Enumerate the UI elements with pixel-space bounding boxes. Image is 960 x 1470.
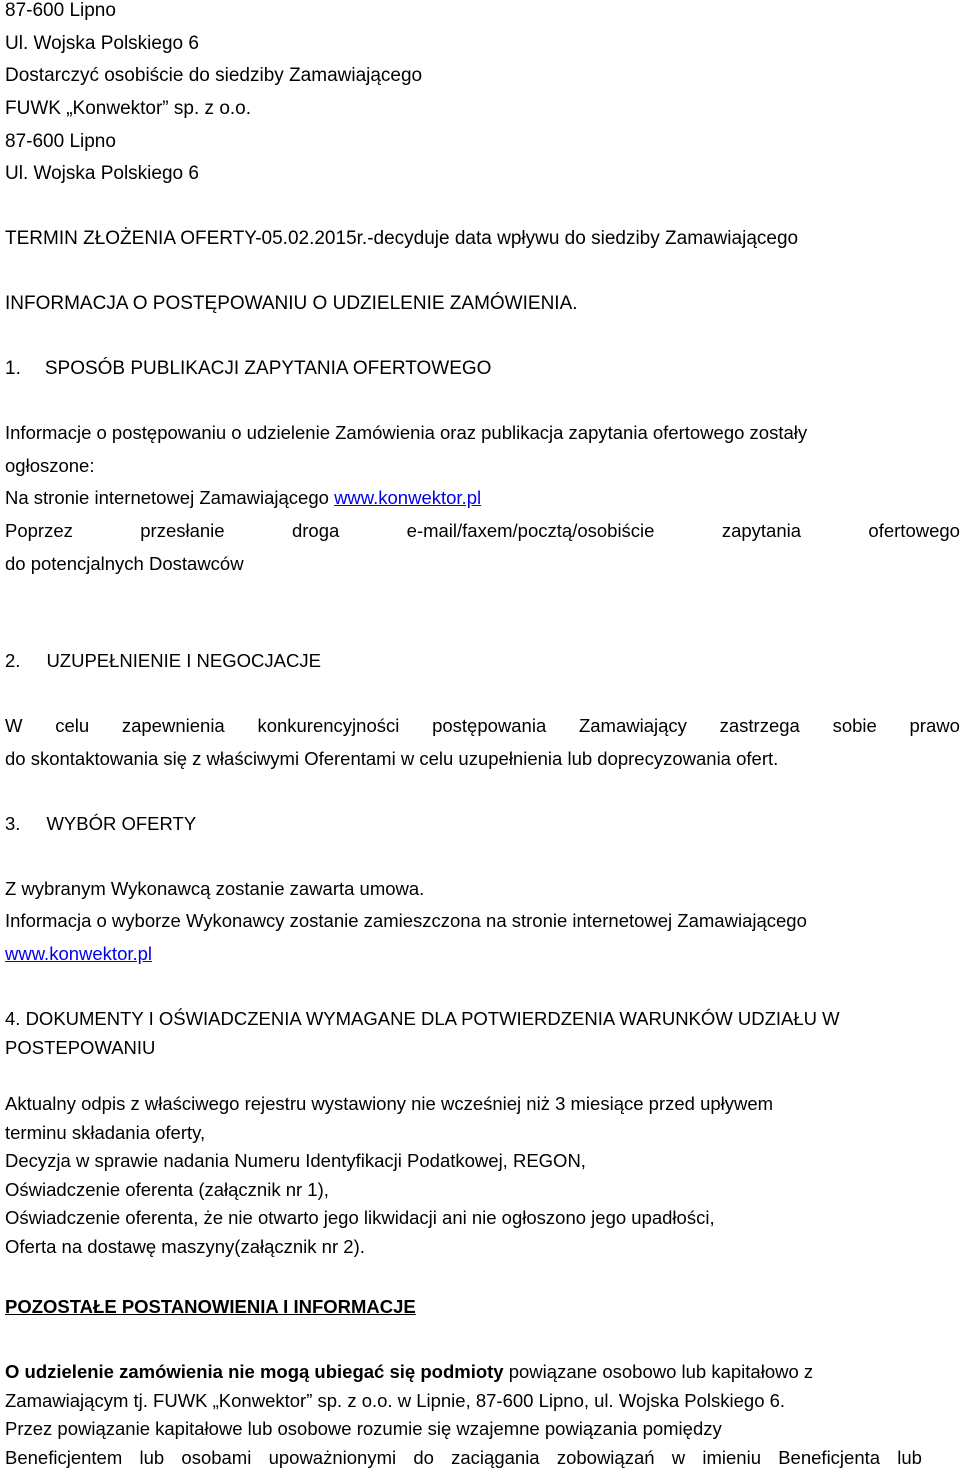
section1-title: SPOSÓB PUBLIKACJI ZAPYTANIA OFERTOWEGO (44, 358, 492, 379)
section1-web-line (5, 489, 481, 508)
section3-link-line (5, 945, 152, 964)
section2-heading (5, 652, 321, 671)
section4-item: Decyzja w sprawie nadania Numeru Identyfikacji Podatkowej, REGON, (5, 1150, 586, 1171)
word: droga (291, 520, 340, 541)
word: konkurencyjności (257, 715, 400, 736)
section4-item: Aktualny odpis z właściwego rejestru wystawiony nie wcześniej niż 3 miesiące przed upływem (5, 1093, 774, 1114)
word: Beneficjentem (5, 1447, 123, 1468)
section1-para-line1: Informacje o postępowaniu o udzielenie Zamówienia oraz publikacja zapytania ofertowego zostały (5, 422, 808, 443)
section2-line2: do skontaktowania się z właściwymi Oferentami w celu uzupełnienia lub doprecyzowania ofert. (5, 748, 779, 769)
word: sobie (832, 715, 877, 736)
word: imieniu (702, 1447, 761, 1468)
section2-number: 2. (5, 650, 21, 671)
info-heading: INFORMACJA O POSTĘPOWANIU O UDZIELENIE ZAMÓWIENIA. (5, 293, 578, 314)
section1-number: 1. (5, 358, 21, 379)
address-city: 87-600 Lipno (5, 0, 116, 21)
section4-title-line1: 4. DOKUMENTY I OŚWIADCZENIA WYMAGANE DLA POTWIERDZENIA WARUNKÓW UDZIAŁU W (5, 1008, 840, 1029)
deadline: TERMIN ZŁOŻENIA OFERTY-05.02.2015r.-decyduje data wpływu do siedziby Zamawiającego (5, 228, 799, 249)
section3-number: 3. (5, 813, 21, 834)
word: osobami (181, 1447, 252, 1468)
word: zaciągania (451, 1447, 540, 1468)
word: lub (139, 1447, 165, 1468)
address-street: Ul. Wojska Polskiego 6 (5, 33, 199, 54)
section2-title: UZUPEŁNIENIE I NEGOCJACJE (46, 650, 321, 671)
word: ofertowego (868, 520, 960, 541)
word: zapewnienia (121, 715, 225, 736)
other-rest-line1: powiązane osobowo lub kapitałowo z (503, 1361, 814, 1382)
word: prawo (909, 715, 960, 736)
konwektor-link[interactable]: www.konwektor.pl (334, 487, 482, 508)
word: zapytania (721, 520, 802, 541)
section4-title-line2: POSTEPOWANIU (5, 1037, 156, 1058)
section2-line1 (5, 717, 960, 736)
section4-item: terminu składania oferty, (5, 1122, 206, 1143)
word: Poprzez (5, 520, 73, 541)
other-heading: POZOSTAŁE POSTANOWIENIA I INFORMACJE (5, 1296, 416, 1317)
word: Zamawiający (578, 715, 687, 736)
word: zobowiązań (556, 1447, 655, 1468)
delivery-line: Dostarczyć osobiście do siedziby Zamawiającego (5, 65, 423, 86)
word: przesłanie (140, 520, 225, 541)
section1-web-text: Na stronie internetowej Zamawiającego (5, 487, 335, 508)
section1-send-line2: do potencjalnych Dostawców (5, 553, 244, 574)
word: postępowania (432, 715, 547, 736)
delivery-company: FUWK „Konwektor” sp. z o.o. (5, 98, 252, 119)
word: e-mail/faxem/pocztą/osobiście (406, 520, 655, 541)
konwektor-link[interactable]: www.konwektor.pl (5, 943, 153, 964)
section1-send-line1 (5, 522, 960, 541)
word: Beneficjenta (778, 1447, 881, 1468)
section3-heading (5, 815, 196, 834)
word: celu (55, 715, 90, 736)
delivery-street: Ul. Wojska Polskiego 6 (5, 163, 199, 184)
section4-item: Oferta na dostawę maszyny(załącznik nr 2). (5, 1236, 365, 1257)
section1-heading (5, 359, 491, 378)
other-bold-part: O udzielenie zamówienia nie mogą ubiegać się podmioty (5, 1361, 504, 1382)
word: w (671, 1447, 686, 1468)
section4-item: Oświadczenie oferenta, że nie otwarto jego likwidacji ani nie ogłoszono jego upadłości, (5, 1207, 715, 1228)
section3-line1: Z wybranym Wykonawcą zostanie zawarta umowa. (5, 878, 425, 899)
word: lub (897, 1447, 922, 1468)
word: upoważnionymi (268, 1447, 397, 1468)
section1-para-line2: ogłoszone: (5, 455, 95, 476)
word: W (5, 715, 23, 736)
other-line4 (5, 1449, 922, 1468)
word: do (413, 1447, 434, 1468)
section3-title: WYBÓR OFERTY (46, 813, 197, 834)
other-line2: Zamawiającym tj. FUWK „Konwektor” sp. z o.o. w Lipnie, 87-600 Lipno, ul. Wojska Polskiego 6. (5, 1390, 786, 1411)
delivery-city: 87-600 Lipno (5, 131, 116, 152)
word: zastrzega (719, 715, 800, 736)
section4-item: Oświadczenie oferenta (załącznik nr 1), (5, 1179, 329, 1200)
section3-line2: Informacja o wyborze Wykonawcy zostanie zamieszczona na stronie internetowej Zamawiającego (5, 910, 807, 931)
other-line1 (5, 1363, 813, 1382)
other-line3: Przez powiązanie kapitałowe lub osobowe rozumie się wzajemne powiązania pomiędzy (5, 1418, 722, 1439)
